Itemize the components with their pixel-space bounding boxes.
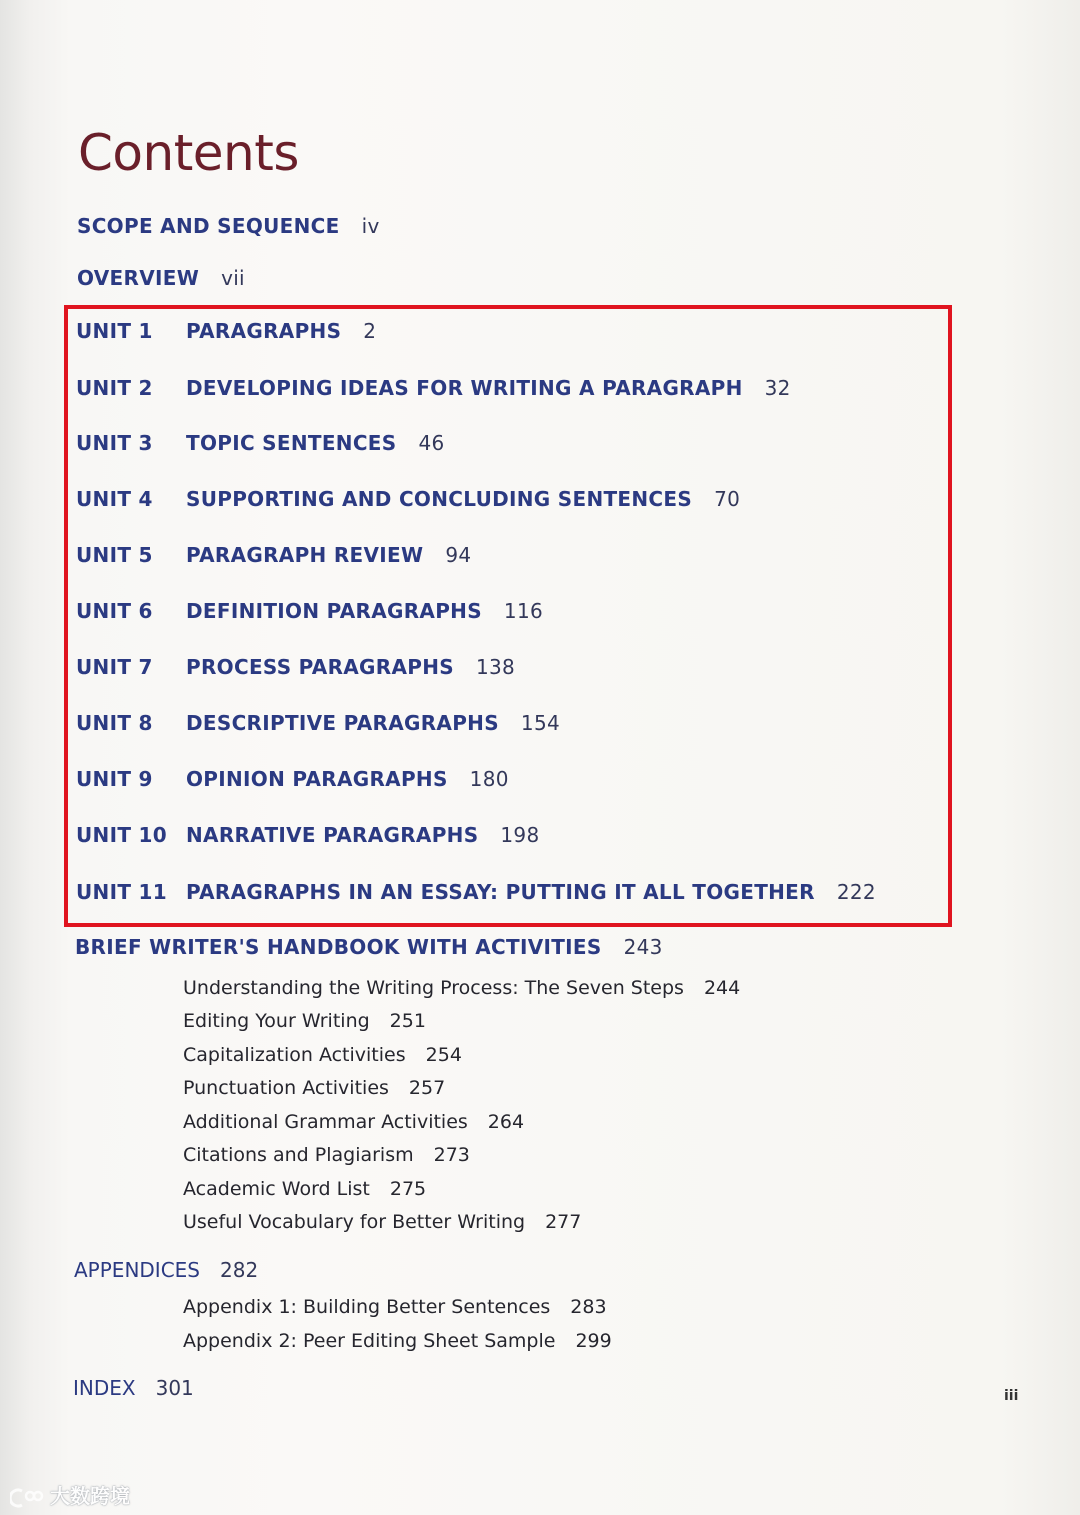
entry-page: 116 bbox=[503, 599, 543, 623]
unit-label: UNIT 7 bbox=[76, 655, 153, 679]
entry-page: 283 bbox=[570, 1296, 607, 1318]
entry-page: 275 bbox=[389, 1178, 427, 1200]
toc-entry-unit-8[interactable] bbox=[76, 711, 936, 737]
unit-label: UNIT 8 bbox=[76, 711, 153, 735]
entry-page: 244 bbox=[703, 977, 741, 999]
entry-page: 254 bbox=[425, 1044, 462, 1066]
watermark-logo-icon bbox=[10, 1488, 44, 1508]
unit-title: DESCRIPTIVE PARAGRAPHS bbox=[186, 711, 499, 735]
entry-page: 138 bbox=[475, 655, 516, 679]
toc-entry-unit-1[interactable] bbox=[76, 319, 936, 345]
toc-entry-unit-2[interactable] bbox=[76, 376, 936, 402]
entry-label: BRIEF WRITER'S HANDBOOK WITH ACTIVITIES bbox=[75, 935, 602, 959]
unit-title: DEFINITION PARAGRAPHS bbox=[186, 599, 482, 623]
watermark-text: 大数跨境 bbox=[50, 1484, 130, 1508]
entry-page: 243 bbox=[623, 935, 663, 959]
toc-entry-unit-3[interactable] bbox=[76, 431, 936, 457]
entry-page: 46 bbox=[418, 431, 445, 455]
entry-page: 282 bbox=[220, 1258, 259, 1282]
unit-title: PARAGRAPHS bbox=[186, 319, 342, 343]
subentry-label: Additional Grammar Activities bbox=[183, 1111, 468, 1133]
unit-label: UNIT 2 bbox=[76, 376, 153, 400]
unit-label: UNIT 11 bbox=[76, 880, 167, 904]
subentry-label: Understanding the Writing Process: The Seven Steps bbox=[183, 977, 684, 999]
entry-label: APPENDICES bbox=[74, 1258, 200, 1282]
toc-subentry[interactable] bbox=[183, 1111, 524, 1133]
subentry-label: Capitalization Activities bbox=[183, 1044, 406, 1066]
page-title: Contents bbox=[78, 124, 299, 182]
toc-entry-handbook[interactable] bbox=[75, 935, 663, 959]
unit-label: UNIT 9 bbox=[76, 767, 153, 791]
toc-subentry[interactable] bbox=[183, 1044, 462, 1066]
toc-subentry[interactable] bbox=[183, 1330, 612, 1352]
subentry-label: Appendix 2: Peer Editing Sheet Sample bbox=[183, 1330, 556, 1352]
entry-page: 257 bbox=[408, 1077, 446, 1099]
toc-entry-unit-10[interactable] bbox=[76, 823, 936, 849]
unit-label: UNIT 6 bbox=[76, 599, 153, 623]
toc-entry-appendices[interactable] bbox=[74, 1258, 258, 1282]
entry-page: 94 bbox=[445, 543, 472, 567]
entry-page: 222 bbox=[836, 880, 876, 904]
subentry-label: Useful Vocabulary for Better Writing bbox=[183, 1211, 526, 1233]
toc-entry-unit-4[interactable] bbox=[76, 487, 936, 513]
toc-entry-unit-6[interactable] bbox=[76, 599, 936, 625]
toc-entry-overview[interactable] bbox=[77, 266, 245, 290]
unit-label: UNIT 3 bbox=[76, 431, 153, 455]
unit-title: NARRATIVE PARAGRAPHS bbox=[186, 823, 479, 847]
entry-page: 264 bbox=[487, 1111, 525, 1133]
toc-subentry[interactable] bbox=[183, 1296, 607, 1318]
entry-page: 180 bbox=[469, 767, 509, 791]
unit-title: DEVELOPING IDEAS FOR WRITING A PARAGRAPH bbox=[186, 376, 743, 400]
entry-page: 273 bbox=[433, 1144, 470, 1166]
toc-subentry[interactable] bbox=[183, 977, 740, 999]
subentry-label: Academic Word List bbox=[183, 1178, 370, 1200]
toc-subentry[interactable] bbox=[183, 1178, 426, 1200]
unit-label: UNIT 5 bbox=[76, 543, 153, 567]
entry-page: 154 bbox=[520, 711, 560, 735]
toc-entry-scope[interactable] bbox=[77, 214, 380, 238]
subentry-label: Appendix 1: Building Better Sentences bbox=[183, 1296, 551, 1318]
toc-subentry[interactable] bbox=[183, 1077, 445, 1099]
subentry-label: Citations and Plagiarism bbox=[183, 1144, 414, 1166]
toc-entry-unit-7[interactable] bbox=[76, 655, 936, 681]
entry-page: 277 bbox=[545, 1211, 582, 1233]
unit-title: PROCESS PARAGRAPHS bbox=[186, 655, 454, 679]
unit-title: SUPPORTING AND CONCLUDING SENTENCES bbox=[186, 487, 693, 511]
unit-title: TOPIC SENTENCES bbox=[186, 431, 397, 455]
entry-label: SCOPE AND SEQUENCE bbox=[77, 214, 340, 238]
entry-page: 198 bbox=[500, 823, 540, 847]
toc-subentry[interactable] bbox=[183, 1211, 581, 1233]
unit-label: UNIT 4 bbox=[76, 487, 153, 511]
unit-label: UNIT 1 bbox=[76, 319, 153, 343]
entry-page: 32 bbox=[764, 376, 791, 400]
unit-title: OPINION PARAGRAPHS bbox=[186, 767, 448, 791]
unit-title: PARAGRAPH REVIEW bbox=[186, 543, 424, 567]
toc-entry-unit-9[interactable] bbox=[76, 767, 936, 793]
unit-title: PARAGRAPHS IN AN ESSAY: PUTTING IT ALL TOGETHER bbox=[186, 880, 815, 904]
entry-label: OVERVIEW bbox=[77, 266, 200, 290]
toc-entry-unit-5[interactable] bbox=[76, 543, 936, 569]
subentry-label: Editing Your Writing bbox=[183, 1010, 370, 1032]
unit-label: UNIT 10 bbox=[76, 823, 167, 847]
entry-page: vii bbox=[221, 266, 245, 290]
toc-entry-index[interactable] bbox=[73, 1376, 194, 1400]
entry-page: 70 bbox=[714, 487, 741, 511]
watermark bbox=[10, 1480, 130, 1509]
entry-page: 251 bbox=[389, 1010, 426, 1032]
toc-subentry[interactable] bbox=[183, 1010, 426, 1032]
entry-page: 2 bbox=[363, 319, 377, 343]
entry-label: INDEX bbox=[73, 1376, 136, 1400]
page-number: iii bbox=[1004, 1388, 1019, 1404]
entry-page: 299 bbox=[575, 1330, 612, 1352]
entry-page: iv bbox=[361, 214, 380, 238]
subentry-label: Punctuation Activities bbox=[183, 1077, 389, 1099]
toc-entry-unit-11[interactable] bbox=[76, 880, 936, 906]
entry-page: 301 bbox=[155, 1376, 194, 1400]
toc-subentry[interactable] bbox=[183, 1144, 470, 1166]
